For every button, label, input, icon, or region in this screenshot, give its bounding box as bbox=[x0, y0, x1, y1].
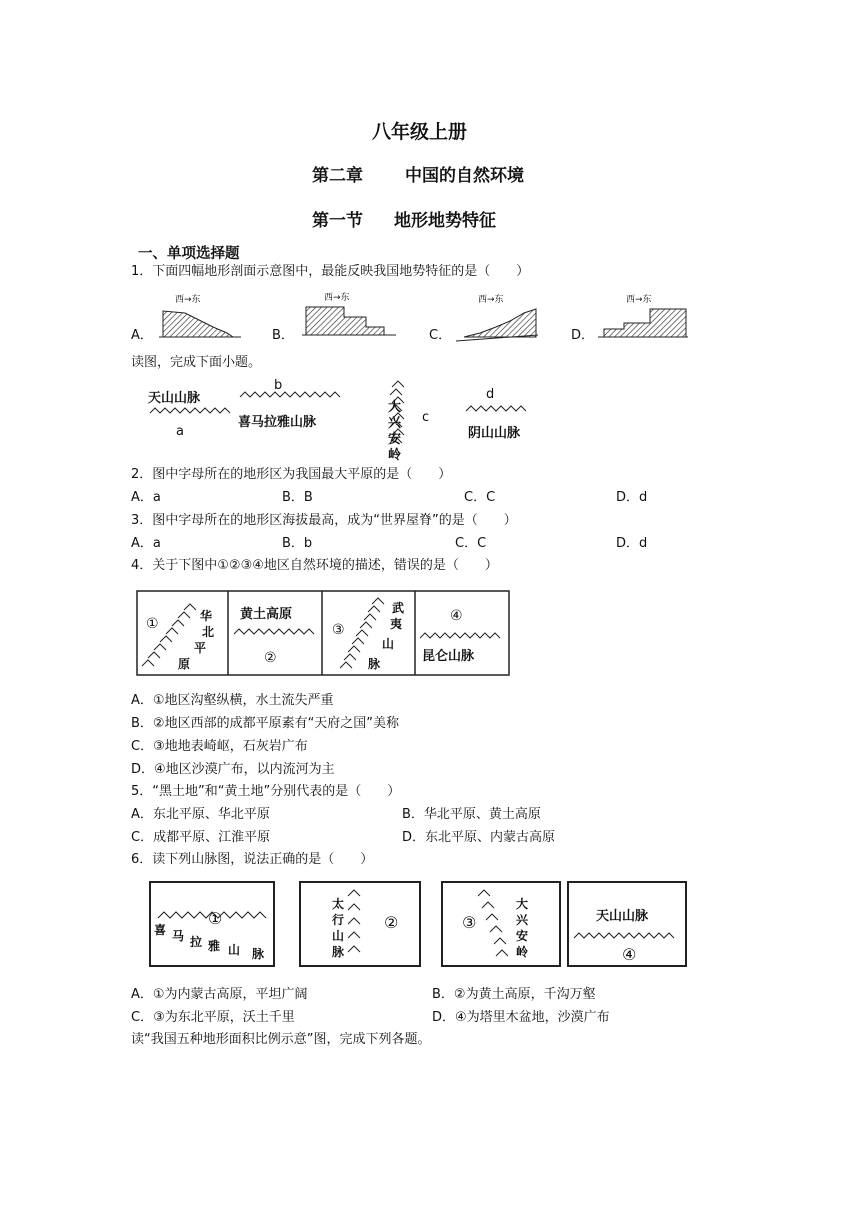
label-tianshan: 天山山脉 bbox=[148, 391, 201, 406]
profile-d bbox=[594, 289, 690, 345]
q6-daxinganling-4: 岭 bbox=[516, 945, 529, 959]
q6-option-c: C．③为东北平原，沃土千里 bbox=[131, 1010, 295, 1025]
q5-option-a: A．东北平原、华北平原 bbox=[131, 807, 270, 822]
q5-option-d: D．东北平原、内蒙古高原 bbox=[402, 830, 556, 845]
q6-taihang-2: 行 bbox=[332, 913, 345, 927]
q6-himalaya-4: 雅 bbox=[208, 939, 221, 953]
q1-option-a: A． bbox=[131, 328, 153, 343]
q6-marker-3: ③ bbox=[462, 913, 477, 932]
q3-option-b: B．b bbox=[282, 536, 313, 551]
part-heading: 一、单项选择题 bbox=[138, 246, 240, 262]
profile-a-direction: 西→东 bbox=[175, 295, 201, 305]
q6-taihang-3: 山 bbox=[332, 929, 345, 943]
letter-b: b bbox=[274, 378, 283, 393]
q6-option-b: B．②为黄土高原，千沟万壑 bbox=[432, 987, 596, 1002]
q6-stem: 6．读下列山脉图，说法正确的是（ ） bbox=[131, 852, 374, 867]
q6-taihang-1: 太 bbox=[332, 897, 345, 911]
profile-b-direction: 西→东 bbox=[324, 293, 350, 303]
q3-option-a: A．a bbox=[131, 536, 161, 551]
q5-stem: 5．“黑土地”和“黄土地”分别代表的是（ ） bbox=[131, 784, 401, 799]
q4-huabei-2: 北 bbox=[202, 625, 215, 639]
label-yinshan: 阴山山脉 bbox=[468, 426, 521, 441]
q6-himalaya-6: 脉 bbox=[252, 947, 265, 961]
label-daxinganling-2: 兴 bbox=[388, 416, 402, 431]
letter-c: c bbox=[422, 410, 430, 425]
q6-marker-4: ④ bbox=[622, 945, 637, 964]
q1-option-d: D． bbox=[571, 328, 595, 343]
q4-stem: 4．关于下图中①②③④地区自然环境的描述，错误的是（ ） bbox=[131, 558, 498, 573]
q6-daxinganling-1: 大 bbox=[516, 897, 529, 911]
q2-option-b: B．B bbox=[282, 490, 313, 505]
section-number: 第一节 bbox=[312, 211, 363, 231]
profile-b bbox=[296, 287, 400, 343]
q2-option-c: C．C bbox=[464, 490, 496, 505]
page-title: 八年级上册 bbox=[372, 121, 468, 143]
q6-option-a: A．①为内蒙古高原，平坦广阔 bbox=[131, 987, 308, 1002]
q6-himalaya-5: 山 bbox=[228, 943, 241, 957]
q4-option-c: C．③地地表崎岖，石灰岩广布 bbox=[131, 739, 308, 754]
q5-option-c: C．成都平原、江淮平原 bbox=[131, 830, 271, 845]
q4-huabei-1: 华 bbox=[200, 609, 213, 623]
q4-option-a: A．①地区沟壑纵横，水土流失严重 bbox=[131, 693, 334, 708]
label-himalaya: 喜马拉雅山脉 bbox=[238, 415, 317, 430]
letter-a: a bbox=[176, 424, 184, 439]
q1-stem: 1．下面四幅地形剖面示意图中，最能反映我国地势特征的是（ ） bbox=[131, 264, 530, 279]
q4-wuyi-1: 武 bbox=[392, 601, 405, 615]
mountain-figure bbox=[140, 375, 540, 465]
q4-figure bbox=[136, 590, 512, 680]
q2-option-a: A．a bbox=[131, 490, 161, 505]
q4-option-b: B．②地区西部的成都平原素有“天府之国”美称 bbox=[131, 716, 400, 731]
q6-daxinganling-3: 安 bbox=[516, 929, 529, 943]
q6-taihang-4: 脉 bbox=[332, 945, 345, 959]
q6-himalaya-2: 马 bbox=[172, 929, 185, 943]
q4-wuyi-4: 脉 bbox=[368, 657, 381, 671]
q4-loess-label: 黄土高原 bbox=[240, 607, 293, 622]
q6-tianshan-label: 天山山脉 bbox=[596, 909, 649, 924]
label-daxinganling-1: 大 bbox=[388, 400, 402, 415]
q4-marker-3: ③ bbox=[332, 622, 345, 638]
q4-marker-1: ① bbox=[146, 616, 159, 632]
read-figure-instruction: 读图，完成下面小题。 bbox=[131, 355, 262, 370]
q4-huabei-4: 原 bbox=[178, 657, 191, 671]
q4-option-d: D．④地区沙漠广布，以内流河为主 bbox=[131, 762, 335, 777]
chapter-number: 第二章 bbox=[312, 166, 363, 186]
q4-wuyi-3: 山 bbox=[382, 637, 395, 651]
q5-option-b: B．华北平原、黄土高原 bbox=[402, 807, 541, 822]
q1-option-b: B． bbox=[272, 328, 294, 343]
label-daxinganling-3: 安 bbox=[388, 432, 402, 447]
q2-stem: 2．图中字母所在的地形区为我国最大平原的是（ ） bbox=[131, 467, 452, 482]
profile-a bbox=[155, 289, 245, 345]
q6-option-d: D．④为塔里木盆地，沙漠广布 bbox=[432, 1010, 610, 1025]
q6-figure bbox=[148, 878, 708, 974]
letter-d: d bbox=[486, 387, 495, 402]
q2-option-d: D．d bbox=[616, 490, 648, 505]
q4-marker-4: ④ bbox=[450, 608, 463, 624]
q4-marker-2: ② bbox=[264, 650, 277, 666]
profile-c-direction: 西→东 bbox=[478, 295, 504, 305]
q3-stem: 3．图中字母所在的地形区海拔最高，成为“世界屋脊”的是（ ） bbox=[131, 513, 517, 528]
q1-option-c: C． bbox=[429, 328, 452, 343]
q4-wuyi-2: 夷 bbox=[390, 617, 403, 631]
q4-huabei-3: 平 bbox=[194, 641, 207, 655]
q6-himalaya-3: 拉 bbox=[190, 935, 203, 949]
read-figure-instruction-2: 读“我国五种地形面积比例示意”图，完成下列各题。 bbox=[131, 1032, 431, 1047]
q4-kunlun-label: 昆仑山脉 bbox=[422, 649, 475, 664]
q3-option-c: C．C bbox=[455, 536, 487, 551]
profile-d-direction: 西→东 bbox=[626, 295, 652, 305]
label-daxinganling-4: 岭 bbox=[388, 448, 402, 463]
q3-option-d: D．d bbox=[616, 536, 648, 551]
chapter-title: 中国的自然环境 bbox=[405, 166, 524, 186]
section-title: 地形地势特征 bbox=[394, 211, 496, 231]
q6-himalaya-1: 喜 bbox=[154, 923, 167, 937]
q6-daxinganling-2: 兴 bbox=[516, 913, 529, 927]
q6-marker-1: ① bbox=[208, 909, 223, 928]
profile-c bbox=[452, 289, 542, 345]
q6-marker-2: ② bbox=[384, 913, 399, 932]
